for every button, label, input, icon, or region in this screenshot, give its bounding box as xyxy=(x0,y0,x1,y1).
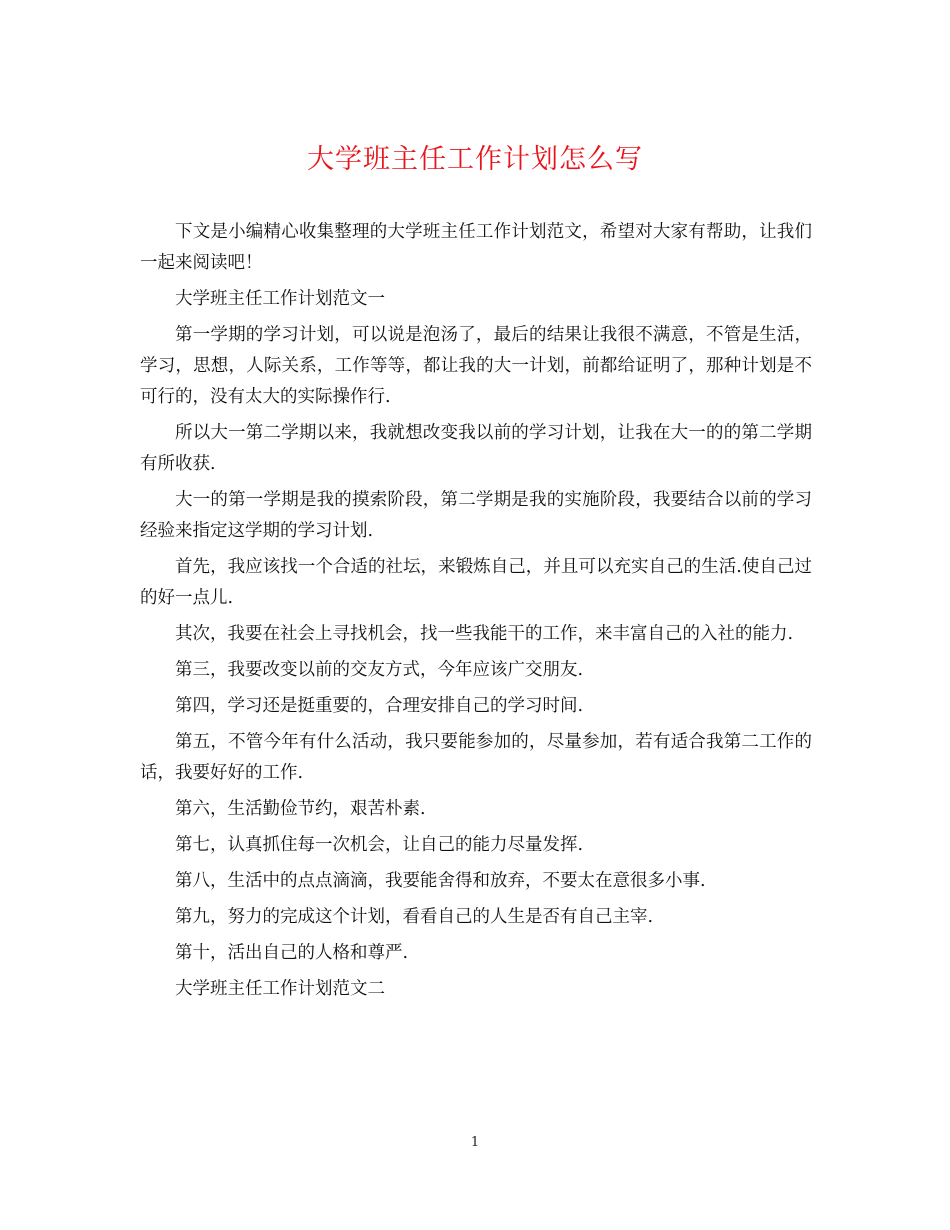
page-number: 1 xyxy=(470,1135,480,1150)
paragraph: 所以大一第二学期以来，我就想改变我以前的学习计划，让我在大一的的第二学期有所收获. xyxy=(140,423,812,474)
paragraph: 第八，生活中的点点滴滴，我要能舍得和放弃，不要太在意很多小事. xyxy=(175,871,706,891)
paragraph: 第十，活出自己的人格和尊严. xyxy=(175,943,409,963)
paragraph-intro: 下文是小编精心收集整理的大学班主任工作计划范文，希望对大家有帮助，让我们一起来阅读吧！ xyxy=(140,222,812,273)
document-body xyxy=(140,217,812,1010)
section-heading-sample-two: 大学班主任工作计划范文二 xyxy=(175,979,385,999)
paragraph: 第九，努力的完成这个计划，看看自己的人生是否有自己主宰. xyxy=(175,907,654,927)
paragraph: 其次，我要在社会上寻找机会，找一些我能干的工作，来丰富自己的入社的能力. xyxy=(175,624,794,644)
paragraph: 第四，学习还是挺重要的，合理安排自己的学习时间. xyxy=(175,696,584,716)
paragraph: 第一学期的学习计划，可以说是泡汤了，最后的结果让我很不满意，不管是生活，学习，思想，人际关系，工作等等，都让我的大一计划，前都给证明了，那种计划是不可行的，没有太大的实际操作行. xyxy=(140,325,812,407)
paragraph: 大一的第一学期是我的摸索阶段，第二学期是我的实施阶段，我要结合以前的学习经验来指定这学期的学习计划. xyxy=(140,490,812,541)
paragraph: 第六，生活勤俭节约，艰苦朴素. xyxy=(175,799,426,819)
document-title: 大学班主任工作计划怎么写 xyxy=(307,144,643,175)
paragraph: 第五，不管今年有什么活动，我只要能参加的，尽量参加，若有适合我第二工作的话，我要好好的工作. xyxy=(140,732,812,783)
paragraph: 首先，我应该找一个合适的社坛，来锻炼自己，并且可以充实自己的生活.使自己过的好一点儿. xyxy=(140,557,812,608)
paragraph: 第三，我要改变以前的交友方式，今年应该广交朋友. xyxy=(175,660,584,680)
section-heading-sample-one: 大学班主任工作计划范文一 xyxy=(175,289,385,309)
paragraph: 第七，认真抓住每一次机会，让自己的能力尽量发挥. xyxy=(175,835,584,855)
